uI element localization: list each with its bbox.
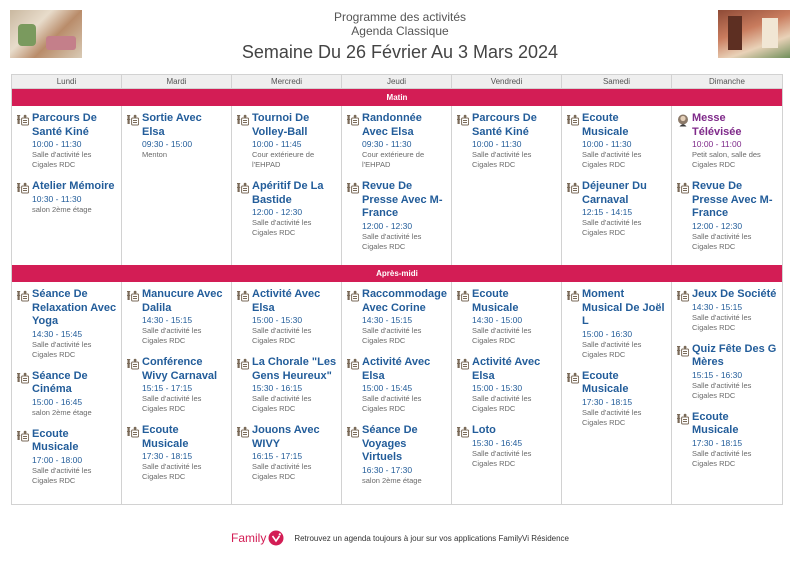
activity-location: salon 2ème étage [362,475,422,485]
activity-entry[interactable] [127,424,227,482]
activity-title: Raccommodage Avec Corine [362,288,447,314]
activity-details [692,288,778,333]
activity-title: Manucure Avec Dalila [142,288,223,314]
day-cell-samedi [562,282,672,504]
activity-entry[interactable] [237,356,337,414]
footer-tagline: Retrouvez un agenda toujours à jour sur vos applications FamilyVi Résidence [294,533,569,543]
activity-title: Messe Télévisée [692,112,742,138]
activity-title: Ecoute Musicale [32,427,79,453]
activity-entry[interactable] [457,112,557,170]
activity-details [472,424,557,469]
activity-entry[interactable] [347,356,447,414]
activity-entry[interactable] [347,112,447,170]
activity-icon [127,112,142,160]
activity-entry[interactable] [347,180,447,252]
activity-title: Ecoute Musicale [692,410,739,436]
activity-time: 10:00 - 11:30 [582,139,632,149]
activity-title: Ecoute Musicale [582,369,629,395]
activity-time: 09:30 - 11:30 [362,139,412,149]
activity-location: Salle d'activité les Cigales RDC [692,380,752,400]
activity-title: Jeux De Société [692,288,777,300]
page-footer [0,528,800,548]
activity-details [472,356,557,414]
activity-entry[interactable] [127,112,227,160]
activity-location: Salle d'activité les Cigales RDC [32,339,92,359]
activity-details [582,112,667,170]
activity-location: Salle d'activité les Cigales RDC [692,312,752,332]
activity-time: 12:00 - 12:30 [692,220,743,231]
activity-title: Jouons Avec WIVY [252,424,320,450]
activity-icon [677,288,692,333]
activity-icon [457,288,472,346]
activity-location: Salle d'activité les Cigales RDC [472,394,532,413]
activity-title: Revue De Presse Avec M-France [692,180,773,219]
activity-title: Revue De Presse Avec M-France [362,180,443,219]
activity-location: Salle d'activité les Cigales RDC [692,448,752,468]
activity-location: Salle d'activité les Cigales RDC [472,448,532,468]
activity-title: Ecoute Musicale [472,288,519,314]
activity-entry[interactable] [677,411,778,469]
activity-icon [677,180,692,252]
day-cell-mercredi [232,106,342,265]
activity-title: Activité Avec Elsa [472,356,541,382]
activity-details [692,343,778,401]
activity-icon [567,288,582,360]
activity-title: Apéritif De La Bastide [252,180,324,206]
activity-icon [567,180,582,238]
activity-time: 14:30 - 15:00 [472,315,523,325]
activity-title: Activité Avec Elsa [252,288,321,314]
activity-details [692,411,778,469]
morning-row [12,106,782,265]
afternoon-row [12,282,782,504]
activity-details [692,180,778,252]
activity-details [362,112,447,170]
activity-location: Salle d'activité les Cigales RDC [252,394,312,413]
activity-details [252,356,337,414]
activity-entry[interactable] [237,180,337,238]
activity-entry[interactable] [457,356,557,414]
activity-icon [237,424,252,482]
activity-entry[interactable] [677,180,778,252]
activity-title: Parcours De Santé Kiné [32,112,97,138]
activity-icon [457,112,472,170]
activity-details [362,356,447,414]
activity-location: Salle d'activité les Cigales RDC [32,465,92,485]
activity-time: 15:00 - 15:30 [252,315,303,325]
activity-icon [237,356,252,414]
day-cell-dimanche [672,282,782,504]
activity-location: Salle d'activité les Cigales RDC [252,218,312,237]
agenda-type: Agenda Classique [351,24,449,38]
activity-details [32,428,117,486]
activity-entry[interactable] [677,343,778,401]
section-band-afternoon: Après-midi [12,265,782,282]
activity-time: 15:00 - 16:30 [582,328,633,339]
activity-entry[interactable] [127,288,227,346]
activity-icon [127,356,142,414]
activity-title: Moment Musical De Joël L [582,288,665,327]
activity-title: Randonnée Avec Elsa [362,112,422,138]
day-cell-samedi [562,106,672,265]
activity-entry[interactable] [677,112,778,170]
activity-title: Ecoute Musicale [582,112,629,138]
activity-entry[interactable] [457,288,557,346]
activity-title: Séance De Voyages Virtuels [362,424,418,463]
activity-location: Salle d'activité les Cigales RDC [142,326,202,345]
activity-icon [127,288,142,346]
activity-time: 17:00 - 18:00 [32,454,83,465]
activity-icon [347,180,362,252]
activity-time: 14:30 - 15:15 [692,301,743,312]
activity-location: Salle d'activité les Cigales RDC [582,218,642,237]
activity-location: Salle d'activité les Cigales RDC [142,462,202,481]
day-header-friday: Vendredi [452,75,562,88]
activity-details [362,288,447,346]
activity-title: Séance De Relaxation Avec Yoga [32,288,117,327]
activity-time: 10:30 - 11:30 [32,193,82,204]
day-cell-vendredi [452,282,562,504]
activity-location: Salle d'activité les Cigales RDC [362,326,422,345]
activity-entry[interactable] [127,356,227,414]
activity-location: Salle d'activité les Cigales RDC [362,231,422,251]
activity-entry[interactable] [677,288,778,333]
activity-details [692,112,778,170]
activity-details [472,288,557,346]
activity-details [472,112,557,170]
activity-icon [677,343,692,401]
activity-entry[interactable] [567,288,667,360]
activity-icon [17,180,32,215]
activity-time: 16:15 - 17:15 [252,451,303,461]
activity-location: salon 2ème étage [32,407,92,417]
activity-time: 12:00 - 12:30 [252,207,303,217]
activity-location: Salle d'activité les Cigales RDC [692,231,752,251]
activity-details [32,288,117,360]
day-cell-mardi [122,106,232,265]
program-title: Programme des activités [333,10,467,24]
activity-title: Ecoute Musicale [142,424,189,450]
activity-details [142,424,227,482]
activity-time: 17:30 - 18:15 [692,437,743,448]
activity-time: 15:30 - 16:45 [472,437,523,448]
activity-time: 10:00 - 11:45 [252,139,302,149]
activity-time: 15:15 - 17:15 [142,383,193,393]
activity-location: Salle d'activité les Cigales RDC [472,326,532,345]
activity-location: Petit salon, salle des Cigales RDC [692,150,761,169]
activity-details [252,112,337,170]
activity-title: Atelier Mémoire [32,180,115,192]
activity-time: 15:00 - 16:45 [32,396,83,407]
activity-details [582,288,667,360]
activity-entry[interactable] [237,112,337,170]
activity-icon [237,112,252,170]
activity-time: 15:15 - 16:30 [692,369,743,380]
day-header-row [12,75,782,89]
day-cell-jeudi [342,106,452,265]
activity-title: Conférence Wivy Carnaval [142,356,218,382]
activity-icon [347,424,362,486]
activity-time: 15:30 - 16:15 [252,383,303,393]
activity-location: Salle d'activité les Cigales RDC [582,339,642,359]
activity-time: 10:00 - 11:30 [472,139,522,149]
day-cell-mardi [122,282,232,504]
activity-icon [567,370,582,428]
activity-details [582,370,667,428]
activity-location: Salle d'activité les Cigales RDC [362,394,422,413]
activity-details [142,288,227,346]
day-cell-dimanche [672,106,782,265]
activity-entry[interactable] [237,424,337,482]
activity-location: Salle d'activité les Cigales RDC [472,150,532,169]
day-cell-mercredi [232,282,342,504]
page-header [0,10,800,64]
activity-time: 10:00 - 11:30 [32,139,82,149]
week-title: Semaine Du 26 Février Au 3 Mars 2024 [241,42,559,62]
activity-entry[interactable] [237,288,337,346]
activity-time: 15:00 - 15:45 [362,383,413,393]
activity-icon [17,288,32,360]
activity-location: Salle d'activité les Cigales RDC [142,394,202,413]
familyvi-logo-icon [268,530,284,546]
activity-time: 14:30 - 15:45 [32,328,83,339]
day-header-wednesday: Mercredi [232,75,342,88]
brand-name: Family [230,531,267,545]
activity-location: Salle d'activité les Cigales RDC [582,150,642,169]
activity-entry[interactable] [17,370,117,418]
activity-entry[interactable] [567,112,667,170]
activity-entry[interactable] [17,112,117,170]
activity-location: Cour extérieure de l'EHPAD [252,150,315,169]
activity-title: Quiz Fête Des G Mères [692,342,777,368]
activity-entry[interactable] [17,288,117,360]
activity-time: 16:30 - 17:30 [362,464,413,475]
activity-icon [347,288,362,346]
activity-location: Salle d'activité les Cigales RDC [252,462,312,481]
activity-time: 10:00 - 11:00 [692,139,742,149]
activity-time: 17:30 - 18:15 [142,451,193,461]
activity-entry[interactable] [567,180,667,238]
activity-entry[interactable] [567,370,667,428]
activity-location: Cour extérieure de l'EHPAD [362,150,425,169]
activity-time: 14:30 - 15:15 [362,315,413,325]
activity-time: 17:30 - 18:15 [582,396,633,407]
activity-icon [457,424,472,469]
activity-details [32,112,117,170]
activity-location: Menton [142,150,168,159]
activity-location: salon 2ème étage [32,204,92,214]
activity-icon [237,180,252,238]
activity-entry[interactable] [457,424,557,469]
day-header-saturday: Samedi [562,75,672,88]
day-header-monday: Lundi [12,75,122,88]
activity-time: 15:00 - 15:30 [472,383,523,393]
activity-entry[interactable] [17,180,117,215]
activity-icon [17,370,32,418]
activity-title: Tournoi De Volley-Ball [252,112,310,138]
activity-title: Parcours De Santé Kiné [472,112,537,138]
activity-time: 12:00 - 12:30 [362,220,413,231]
activity-time: 14:30 - 15:15 [142,315,193,325]
activity-icon [677,411,692,469]
day-header-thursday: Jeudi [342,75,452,88]
day-cell-lundi [12,106,122,265]
activity-title: Déjeuner Du Carnaval [582,180,647,206]
activity-title: La Chorale "Les Gens Heureux" [252,356,337,382]
activity-details [582,180,667,238]
activity-icon [347,356,362,414]
activity-details [362,180,447,252]
activity-icon [347,112,362,170]
activity-entry[interactable] [347,424,447,486]
day-cell-lundi [12,282,122,504]
weekly-agenda-grid [11,74,783,505]
activity-title: Activité Avec Elsa [362,356,431,382]
activity-icon [237,288,252,346]
day-cell-vendredi [452,106,562,265]
activity-icon [17,428,32,486]
activity-icon [17,112,32,170]
activity-location: Salle d'activité les Cigales RDC [32,150,92,169]
activity-title: Sortie Avec Elsa [142,112,202,138]
section-band-morning: Matin [12,89,782,106]
activity-location: Salle d'activité les Cigales RDC [252,326,312,345]
day-cell-jeudi [342,282,452,504]
activity-details [252,180,337,238]
activity-details [32,180,117,215]
activity-icon [127,424,142,482]
activity-title: Loto [472,424,496,436]
activity-details [32,370,117,418]
day-header-sunday: Dimanche [708,77,745,86]
priest-icon [677,112,692,170]
activity-icon [457,356,472,414]
activity-details [252,424,337,482]
activity-time: 09:30 - 15:00 [142,139,193,149]
activity-details [252,288,337,346]
activity-entry[interactable] [17,428,117,486]
day-header-tuesday: Mardi [122,75,232,88]
activity-time: 12:15 - 14:15 [582,207,633,217]
activity-details [362,424,447,486]
activity-details [142,356,227,414]
activity-title: Séance De Cinéma [32,369,88,395]
familyvi-logo [231,530,284,546]
activity-icon [567,112,582,170]
activity-entry[interactable] [347,288,447,346]
activity-location: Salle d'activité les Cigales RDC [582,407,642,427]
activity-details [142,112,227,160]
